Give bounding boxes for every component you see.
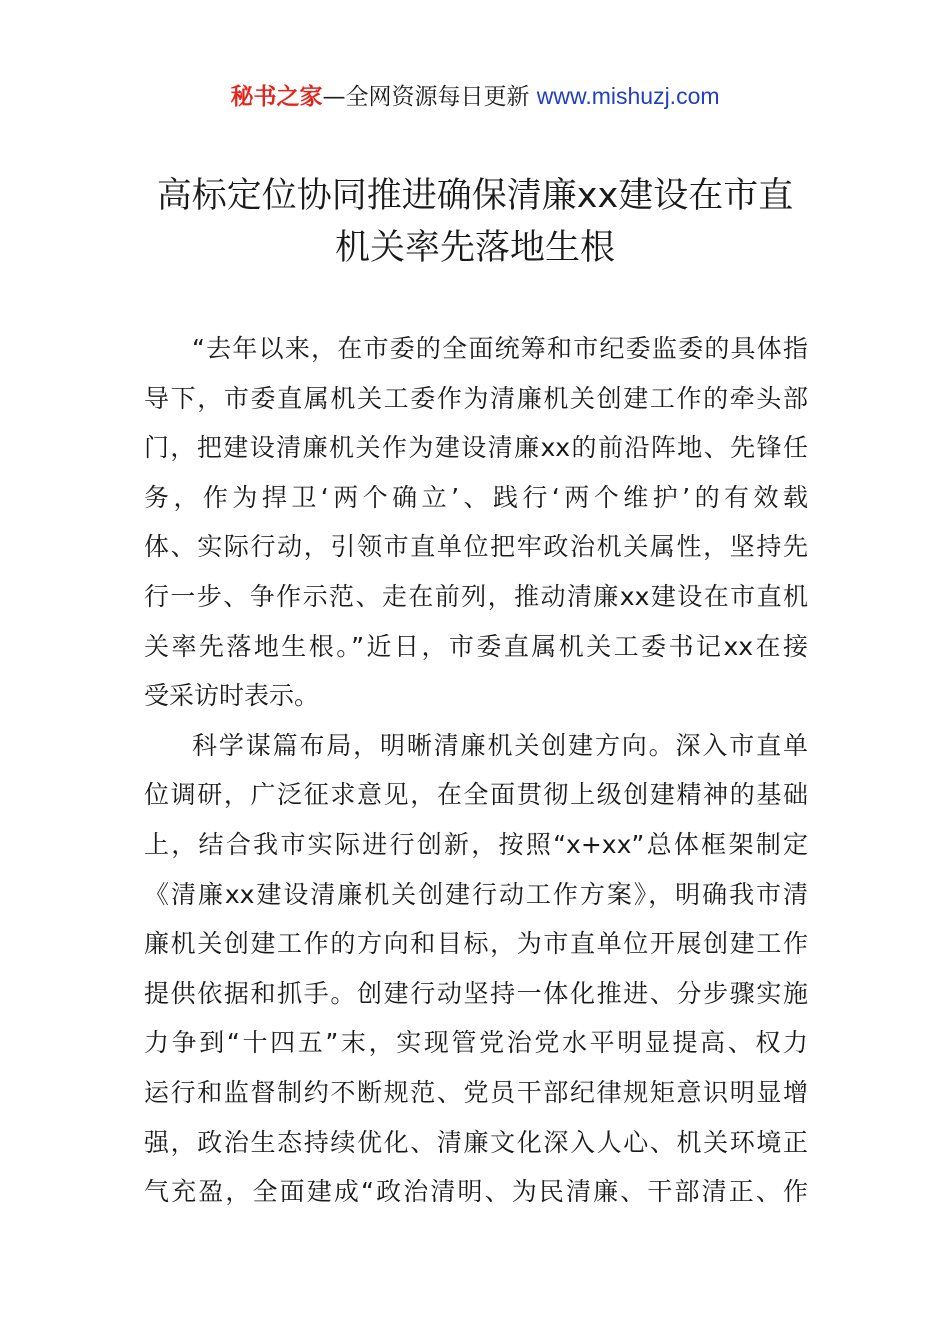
paragraph-line: 强，政治生态持续优化、清廉文化深入人心、机关环境正 bbox=[144, 1127, 808, 1157]
paragraph-line: 关率先落地生根。”近日，市委直属机关工委书记xx在接 bbox=[144, 631, 808, 661]
site-header bbox=[0, 78, 950, 115]
paragraph-line: 上，结合我市实际进行创新，按照“x+xx”总体框架制定 bbox=[144, 829, 808, 859]
paragraph-line: 体、实际行动，引领市直单位把牢政治机关属性，坚持先 bbox=[144, 532, 808, 562]
title-line-1: 高标定位协同推进确保清廉xx建设在市直 bbox=[156, 176, 794, 216]
paragraph-line: 力争到“十四五”末，实现管党治党水平明显提高、权力 bbox=[144, 1028, 808, 1058]
paragraph-line: 气充盈，全面建成“政治清明、为民清廉、干部清正、作 bbox=[144, 1177, 808, 1207]
paragraph-line: 提供依据和抓手。创建行动坚持一体化推进、分步骤实施 bbox=[144, 978, 808, 1008]
paragraph-line: 廉机关创建工作的方向和目标，为市直单位开展创建工作 bbox=[144, 929, 808, 959]
paragraph-line: 门，把建设清廉机关作为建设清廉xx的前沿阵地、先锋任 bbox=[144, 433, 808, 463]
paragraph-line: 位调研，广泛征求意见，在全面贯彻上级创建精神的基础 bbox=[144, 780, 808, 810]
paragraph-line: 科学谋篇布局，明晰清廉机关创建方向。深入市直单 bbox=[192, 730, 808, 760]
paragraph-line: 《清廉xx建设清廉机关创建行动工作方案》，明确我市清 bbox=[144, 879, 808, 909]
paragraph-line: 受采访时表示。 bbox=[144, 681, 320, 711]
title-line-2: 机关率先落地生根 bbox=[334, 228, 615, 268]
paragraph-line: 务，作为捍卫‘两个确立’、践行‘两个维护’的有效载 bbox=[144, 482, 808, 512]
paragraph-2 bbox=[144, 721, 808, 1217]
paragraph-line: 运行和监督制约不断规范、党员干部纪律规矩意识明显增 bbox=[144, 1077, 808, 1107]
site-url-link[interactable]: www.mishuzj.com bbox=[536, 83, 720, 109]
paragraph-line: 行一步、争作示范、走在前列，推动清廉xx建设在市直机 bbox=[144, 581, 808, 611]
site-brand: 秘书之家 bbox=[230, 84, 323, 110]
paragraph-line: 导下，市委直属机关工委作为清廉机关创建工作的牵头部 bbox=[144, 383, 808, 413]
site-tagline: —全网资源每日更新 bbox=[322, 84, 537, 110]
paragraph-1 bbox=[144, 324, 808, 721]
document-title bbox=[100, 170, 850, 274]
document-body bbox=[144, 324, 808, 1217]
paragraph-line: “去年以来，在市委的全面统筹和市纪委监委的具体指 bbox=[192, 334, 808, 363]
